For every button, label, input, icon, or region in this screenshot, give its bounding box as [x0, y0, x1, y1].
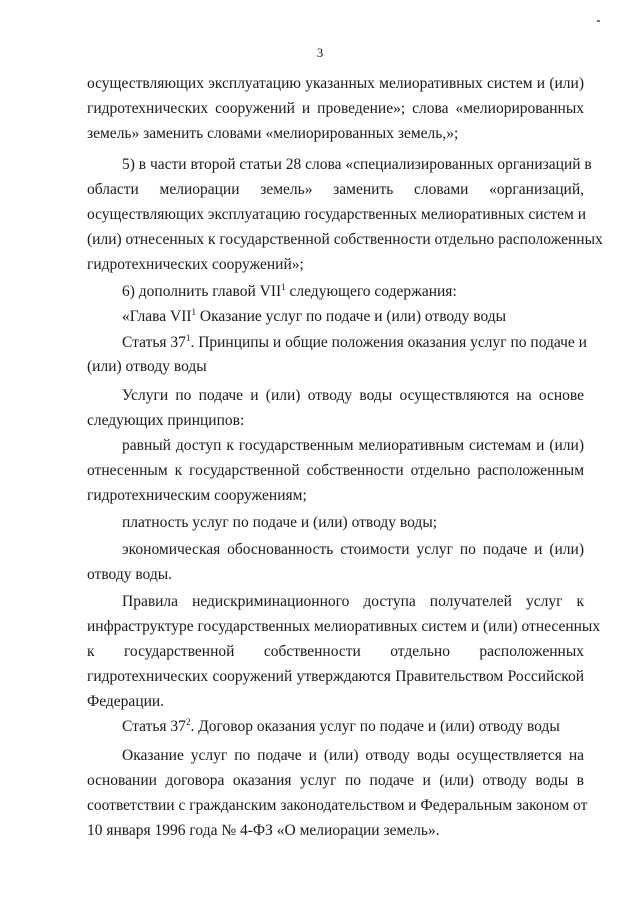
text-line: 5) в части второй статьи 28 слова «специализированных организаций в — [122, 156, 592, 173]
text-line: (или) отнесенных к государственной собственности отдельно расположенных — [87, 231, 603, 248]
text-line: следующих принципов: — [87, 412, 245, 429]
text-line: равный доступ к государственным мелиоративным системам и (или) — [122, 437, 584, 454]
text-line: осуществляющих эксплуатацию государственных мелиоративных систем и — [87, 206, 587, 223]
text-line: гидротехнических сооружений»; — [87, 256, 304, 273]
text-line: платность услуг по подаче и (или) отводу воды; — [122, 514, 438, 531]
text-line: земель» заменить словами «мелиорированных земель,»; — [87, 125, 459, 142]
text-line: Услуги по подаче и (или) отводу воды осуществляются на основе — [122, 387, 584, 404]
text-line: Оказание услуг по подаче и (или) отводу воды осуществляется на — [122, 747, 584, 764]
page-number: 3 — [316, 45, 324, 60]
chapter-heading: «Глава VII$^1$ Оказание услуг по подаче и (или) отводу воды — [122, 307, 507, 325]
text-line: основании договора оказания услуг по подаче и (или) отводу воды в — [87, 772, 584, 789]
text-line: (или) отводу воды — [87, 358, 207, 375]
text-line: гидротехническим сооружениям; — [87, 487, 307, 504]
text-line: области мелиорации земель» заменить словами «организаций, — [87, 181, 584, 198]
text-line: Правила недискриминационного доступа получателей услуг к — [122, 593, 584, 610]
article-heading: Статья $37^2$. Договор оказания услуг по подаче и (или) отводу воды — [122, 717, 560, 735]
text-line: соответствии с гражданским законодательством и Федеральным законом от — [87, 797, 588, 814]
article-heading: Статья $37^1$. Принципы и общие положения оказания услуг по подаче и — [122, 333, 587, 351]
text-line: экономическая обоснованность стоимости услуг по подаче и (или) — [122, 541, 584, 558]
text-line: 6) дополнить главой VII$^1$ следующего содержания: — [122, 282, 457, 300]
scan-mark — [597, 20, 600, 22]
text-line: отнесенным к государственной собственности отдельно расположенным — [87, 462, 584, 479]
text-line: осуществляющих эксплуатацию указанных мелиоративных систем и (или) — [87, 75, 584, 92]
text-line: гидротехнических сооружений и проведение»; слова «мелиорированных — [87, 100, 584, 117]
text-line: гидротехнических сооружений утверждаются Правительством Российской — [87, 668, 584, 685]
text-line: отводу воды. — [87, 566, 173, 583]
text-line: инфраструктуре государственных мелиоративных систем и (или) отнесенных — [87, 618, 601, 635]
text-line: Федерации. — [87, 693, 165, 710]
text-line: 10 января 1996 года № 4-ФЗ «О мелиорации земель». — [87, 822, 440, 839]
text-line: к государственной собственности отдельно расположенных — [87, 643, 584, 660]
